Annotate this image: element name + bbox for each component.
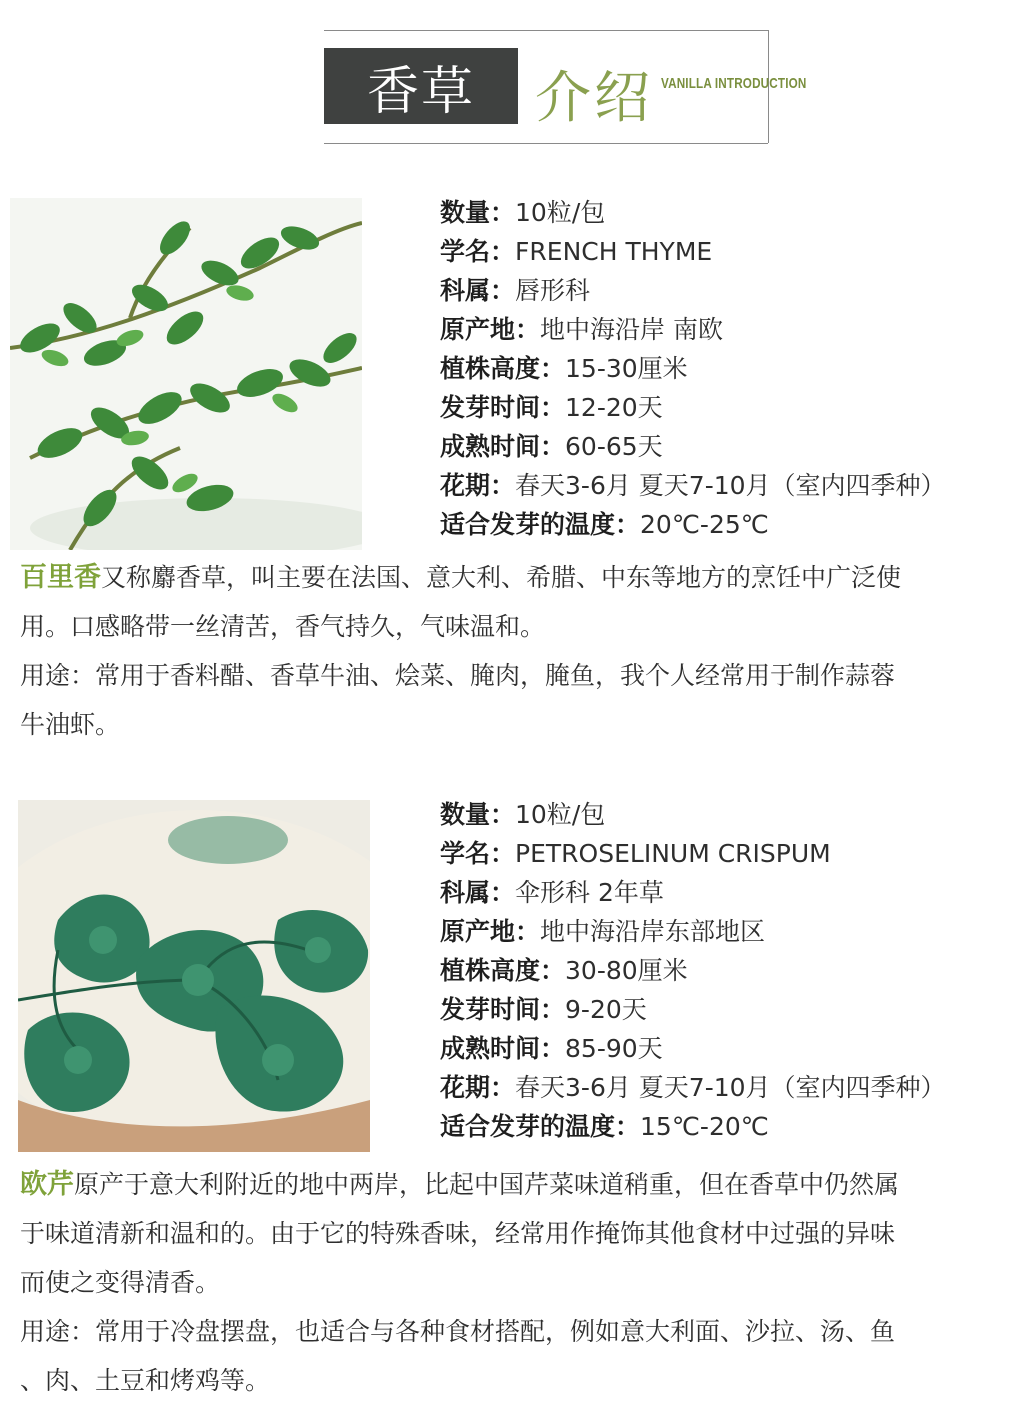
parsley-usage-line: 用途：常用于冷盘摆盘，也适合与各种食材搭配，例如意大利面、沙拉、汤、鱼 <box>20 1317 896 1346</box>
spec-height: 植株高度：30-80厘米 <box>440 956 688 985</box>
page-title-dark: 香草 <box>324 48 518 124</box>
spec-flowering: 花期：春天3-6月 夏天7-10月（室内四季种） <box>440 1073 946 1102</box>
parsley-desc-line: 而使之变得清香。 <box>20 1268 221 1297</box>
thyme-description <box>20 553 1020 749</box>
spec-quantity: 数量：10粒/包 <box>440 198 606 227</box>
parsley-description <box>20 1160 1020 1405</box>
page-subtitle: VANILLA INTRODUCTION <box>661 75 807 92</box>
spec-scientific-name: 学名：PETROSELINUM CRISPUM <box>440 839 831 868</box>
spec-origin: 原产地：地中海沿岸东部地区 <box>440 917 766 946</box>
spec-scientific-name: 学名：FRENCH THYME <box>440 237 713 266</box>
parsley-photo <box>18 800 370 1152</box>
thyme-spec-list <box>440 193 946 544</box>
thyme-photo <box>10 198 362 550</box>
thyme-desc-line: 百里香又称麝香草，叫主要在法国、意大利、希腊、中东等地方的烹饪中广泛使 <box>20 562 902 593</box>
spec-origin: 原产地：地中海沿岸 南欧 <box>440 315 723 344</box>
spec-germination: 发芽时间：12-20天 <box>440 393 663 422</box>
thyme-usage-line: 用途：常用于香料醋、香草牛油、烩菜、腌肉，腌鱼，我个人经常用于制作蒜蓉 <box>20 661 896 690</box>
spec-family: 科属：伞形科 2年草 <box>440 878 664 907</box>
herb-name-parsley: 欧芹 <box>20 1169 74 1200</box>
spec-temperature: 适合发芽的温度：20℃-25℃ <box>440 510 769 539</box>
parsley-spec-list <box>440 795 946 1146</box>
spec-temperature: 适合发芽的温度：15℃-20℃ <box>440 1112 769 1141</box>
spec-height: 植株高度：15-30厘米 <box>440 354 688 383</box>
parsley-usage-line: 、肉、土豆和烤鸡等。 <box>20 1366 271 1395</box>
parsley-desc-line: 于味道清新和温和的。由于它的特殊香味，经常用作掩饰其他食材中过强的异味 <box>20 1219 896 1248</box>
thyme-usage-line: 牛油虾。 <box>20 710 121 739</box>
parsley-desc-line: 欧芹原产于意大利附近的地中两岸，比起中国芹菜味道稍重，但在香草中仍然属 <box>20 1169 900 1200</box>
page-title-light: 介绍 <box>535 66 653 131</box>
thyme-desc-line: 用。口感略带一丝清苦，香气持久，气味温和。 <box>20 612 546 641</box>
herb-name-thyme: 百里香 <box>20 562 101 593</box>
spec-maturity: 成熟时间：85-90天 <box>440 1034 663 1063</box>
spec-family: 科属：唇形科 <box>440 276 591 305</box>
spec-germination: 发芽时间：9-20天 <box>440 995 647 1024</box>
spec-maturity: 成熟时间：60-65天 <box>440 432 663 461</box>
spec-quantity: 数量：10粒/包 <box>440 800 606 829</box>
spec-flowering: 花期：春天3-6月 夏天7-10月（室内四季种） <box>440 471 946 500</box>
